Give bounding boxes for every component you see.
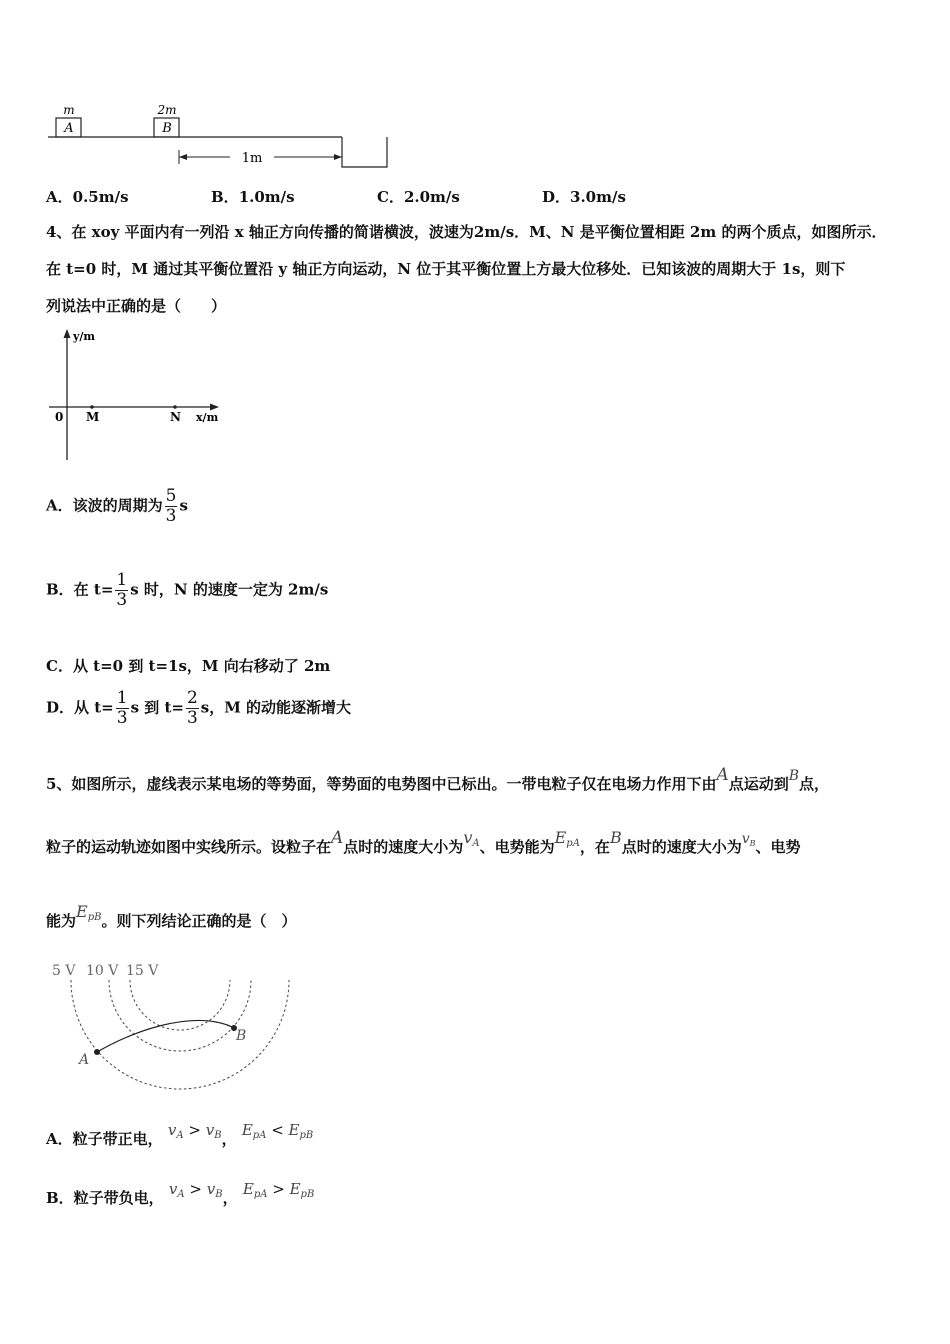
q5-option-a-relation-2: $E_{pA} < E_{pB}$ bbox=[241, 1121, 314, 1141]
q5-option-a-op-2: < bbox=[271, 1121, 284, 1139]
q5-stem-line-1 bbox=[46, 765, 830, 794]
q4-option-d-mid: s 到 t= bbox=[130, 698, 184, 717]
q5-label-5v: 5 V bbox=[52, 963, 76, 979]
q5-line2-symbol-b: B bbox=[609, 828, 622, 847]
q5-option-b-text: B．粒子带负电， bbox=[46, 1189, 164, 1207]
q3-option-c-letter: C． bbox=[377, 188, 404, 206]
q3-option-b-letter: B． bbox=[211, 188, 239, 206]
q4-option-b-numerator: 1 bbox=[116, 570, 128, 590]
q4-option-d-fraction-2 bbox=[186, 689, 199, 728]
q4-stem-line-3: 列说法中正确的是（ ） bbox=[46, 297, 227, 315]
q5-option-a-sep: ， bbox=[221, 1130, 237, 1148]
q3-option-c-text: 2.0m/s bbox=[403, 188, 460, 206]
q4-option-b-denominator: 3 bbox=[116, 590, 128, 610]
q4-option-a-fraction bbox=[165, 487, 178, 526]
q5-point-a-label: A bbox=[79, 1052, 90, 1068]
q5-line2-part-f: 、电势 bbox=[755, 838, 801, 856]
q5-line2-symbol-a: A bbox=[331, 828, 344, 848]
q4-option-a bbox=[46, 487, 188, 526]
q5-line1-part-c: 点， bbox=[799, 775, 830, 793]
q4-option-b bbox=[46, 571, 328, 610]
q5-option-b-sep: ， bbox=[222, 1189, 238, 1207]
q5-option-b-op-2: > bbox=[272, 1180, 285, 1198]
q5-equipotential-figure bbox=[44, 958, 304, 1098]
q5-line2-vb-symbol: v bbox=[741, 831, 750, 847]
q5-line3-epb-symbol: E bbox=[76, 902, 88, 921]
q3-block-b-label: B bbox=[162, 121, 172, 136]
q4-point-m-label: M bbox=[86, 410, 100, 424]
q4-y-label: y/m bbox=[73, 330, 96, 343]
q3-block-a-label: A bbox=[64, 121, 74, 136]
q4-option-d-numerator-1: 1 bbox=[116, 688, 128, 708]
q5-line1-part-a: 5、如图所示，虚线表示某电场的等势面，等势面的电势图中已标出。一带电粒子仅在电场力作用下由 bbox=[46, 775, 717, 793]
q5-line2-part-e: 点时的速度大小为 bbox=[621, 838, 742, 856]
q4-option-c: C．从 t=0 到 t=1s，M 向右移动了 2m bbox=[46, 657, 331, 675]
q5-line2-part-d: ，在 bbox=[579, 838, 610, 856]
q5-option-a-op-1: > bbox=[188, 1121, 201, 1139]
q4-y-arrowhead bbox=[64, 329, 71, 338]
q4-option-d-prefix: D．从 t= bbox=[46, 698, 114, 717]
q3-option-d-text: 3.0m/s bbox=[570, 188, 626, 206]
q3-block-a-mass: m bbox=[63, 103, 75, 117]
q5-option-b-op-1: > bbox=[189, 1180, 202, 1198]
q4-point-n-label: N bbox=[170, 410, 181, 424]
q4-option-b-fraction bbox=[115, 571, 128, 610]
q5-point-a-dot bbox=[94, 1049, 100, 1055]
q4-option-a-denominator: 3 bbox=[165, 506, 177, 526]
q5-line2-va bbox=[463, 829, 479, 847]
q4-x-label: x/m bbox=[196, 411, 219, 424]
q5-line2-part-a: 粒子的运动轨迹如图中实线所示。设粒子在 bbox=[46, 838, 332, 856]
q5-option-a bbox=[46, 1121, 314, 1150]
q3-arrowhead-right bbox=[334, 154, 342, 160]
q4-stem-line-1: 4、在 xoy 平面内有一列沿 x 轴正方向传播的简谐横波，波速为2m/s．M、N 是平衡位置相距 2m 的两个质点，如图所示． bbox=[46, 223, 887, 241]
q3-pit bbox=[342, 137, 387, 167]
q5-label-15v: 15 V bbox=[126, 963, 159, 979]
q5-trajectory bbox=[97, 1020, 234, 1052]
q4-x-arrowhead bbox=[210, 404, 219, 411]
q4-option-a-numerator: 5 bbox=[165, 486, 177, 506]
q4-option-d-suffix: s，M 的动能逐渐增大 bbox=[200, 698, 352, 717]
q3-block-b-mass: 2m bbox=[157, 103, 177, 117]
q5-line2-epa bbox=[555, 829, 580, 847]
q5-stem-line-3 bbox=[46, 902, 297, 932]
q3-option-b bbox=[211, 186, 295, 207]
q5-option-a-text: A．粒子带正电， bbox=[46, 1130, 163, 1148]
q3-option-a-letter: A． bbox=[46, 188, 73, 206]
q5-option-b bbox=[46, 1180, 315, 1209]
q3-distance-label: 1m bbox=[241, 151, 263, 166]
q5-line2-vb-sub: B bbox=[749, 839, 756, 848]
q5-equipotential-10v bbox=[109, 980, 251, 1051]
q5-line2-vb bbox=[742, 829, 756, 847]
q4-option-d-denominator-2: 3 bbox=[186, 708, 198, 728]
q4-option-d-denominator-1: 3 bbox=[116, 708, 128, 728]
q5-line2-epa-symbol: E bbox=[554, 828, 567, 847]
q3-option-b-text: 1.0m/s bbox=[238, 188, 295, 206]
q4-point-m-dot bbox=[90, 405, 94, 409]
q4-option-d-fraction-1 bbox=[116, 689, 129, 728]
q4-point-n-dot bbox=[173, 405, 177, 409]
q5-line3-part-a: 能为 bbox=[46, 912, 77, 930]
q5-line1-symbol-b: B bbox=[788, 768, 800, 784]
q5-line3-epb-sub: pB bbox=[87, 912, 102, 923]
q4-option-d-numerator-2: 2 bbox=[186, 688, 198, 708]
q5-line2-va-symbol: v bbox=[463, 828, 473, 847]
q5-line1-part-b: 点运动到 bbox=[728, 775, 789, 793]
q5-line3-epb bbox=[76, 903, 101, 921]
q5-equipotential-15v bbox=[130, 980, 230, 1030]
q4-option-a-suffix: s bbox=[179, 496, 188, 515]
q5-point-b-label: B bbox=[236, 1028, 247, 1044]
q3-option-c bbox=[377, 186, 460, 207]
q5-label-10v: 10 V bbox=[86, 963, 119, 979]
q5-line2-part-b: 点时的速度大小为 bbox=[343, 838, 464, 856]
q4-option-b-prefix: B．在 t= bbox=[46, 580, 114, 599]
q3-blocks-figure bbox=[40, 98, 400, 178]
q5-option-b-relation-2: $E_{pA} > E_{pB}$ bbox=[242, 1180, 315, 1200]
q5-line2-va-sub: A bbox=[472, 838, 480, 849]
q5-equipotential-5v bbox=[71, 980, 289, 1089]
q3-option-d bbox=[542, 186, 626, 207]
q4-option-a-prefix: A．该波的周期为 bbox=[46, 496, 163, 515]
q3-arrowhead-left bbox=[179, 154, 187, 160]
q4-stem-line-2: 在 t=0 时，M 通过其平衡位置沿 y 轴正方向运动，N 位于其平衡位置上方最大位移处．已知该波的周期大于 1s，则下 bbox=[46, 260, 846, 278]
q5-line2-part-c: 、电势能为 bbox=[479, 838, 555, 856]
q3-option-d-letter: D． bbox=[542, 188, 571, 206]
q4-option-d bbox=[46, 689, 351, 728]
q4-option-b-suffix: s 时，N 的速度一定为 2m/s bbox=[130, 580, 329, 599]
q5-line3-part-b: 。则下列结论正确的是（ ） bbox=[101, 912, 297, 930]
q5-stem-line-2 bbox=[46, 828, 801, 858]
q4-wave-axes-figure bbox=[44, 325, 234, 465]
q5-option-a-relation-1: $v_A > v_B$ bbox=[167, 1121, 222, 1141]
q5-option-b-relation-1: $v_A > v_B$ bbox=[168, 1180, 223, 1200]
q5-line1-symbol-a: A bbox=[716, 765, 729, 785]
q5-line2-epa-sub: pA bbox=[566, 838, 580, 849]
q3-option-a bbox=[46, 186, 129, 207]
q3-option-a-text: 0.5m/s bbox=[72, 188, 129, 206]
q4-origin-label: 0 bbox=[55, 410, 64, 424]
